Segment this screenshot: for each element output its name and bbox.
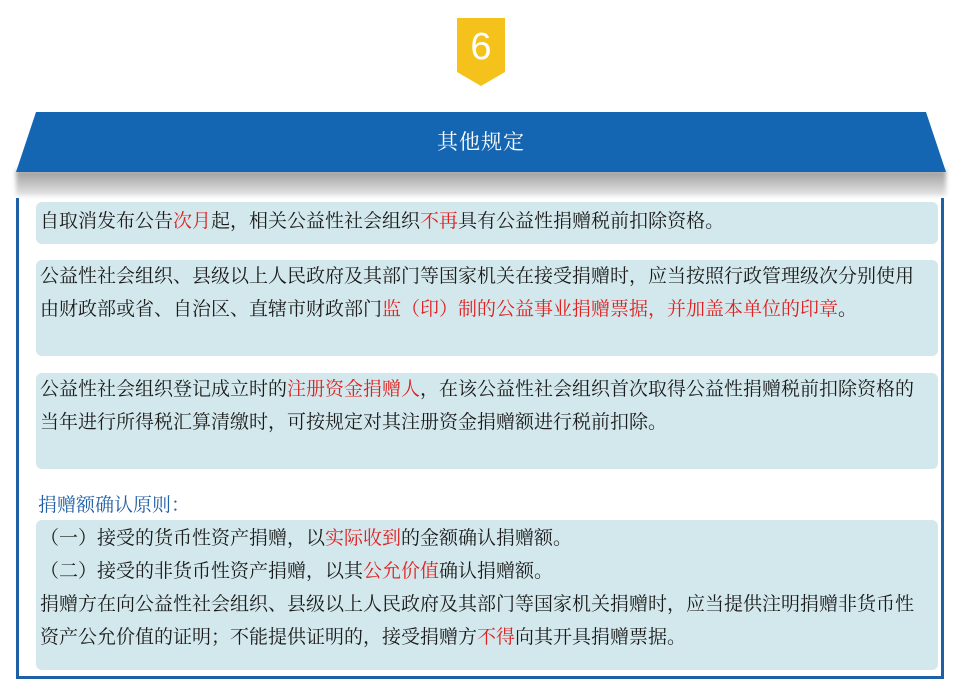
text: 自取消发布公告 <box>40 210 174 232</box>
rule-card-3 <box>36 373 938 469</box>
text: 。 <box>838 298 858 320</box>
principle-line-1 <box>40 522 930 555</box>
section-title: 其他规定 <box>437 130 525 154</box>
rule-card-4 <box>36 520 938 670</box>
text: 向其开具捐赠票据。 <box>515 626 687 648</box>
highlight-text: 实际收到 <box>325 527 402 549</box>
text: 公益性社会组织登记成立时的 <box>40 378 288 400</box>
text: 公益性社会组织、县级以上人民政府及其部门等国家机关在接受捐赠时，应当按照行政管理级次分别使用由财政部或省、自治区、直辖市财政部门 <box>40 265 915 320</box>
highlight-text: 不再 <box>420 210 459 232</box>
section-banner <box>16 112 946 172</box>
highlight-text: 监（印）制的公益事业捐赠票据，并加盖本单位的印章 <box>382 298 839 320</box>
text: 具有公益性捐赠税前扣除资格。 <box>458 210 725 232</box>
principle-line-3 <box>40 588 930 654</box>
text: 捐赠方在向公益性社会组织、县级以上人民政府及其部门等国家机关捐赠时，应当提供注明捐赠非货币性资产公允价值的证明；不能提供证明的，接受捐赠方 <box>40 593 915 648</box>
text: ，在该公益性社会组织首次取得公益性捐赠税前扣除资格的当年进行所得税汇算清缴时，可按规定对其注册资金捐赠额进行税前扣除。 <box>40 378 915 433</box>
section-number: 6 <box>470 26 492 68</box>
principle-line-2 <box>40 555 930 588</box>
highlight-text: 注册资金捐赠人 <box>287 378 421 400</box>
highlight-text: 不得 <box>477 626 516 648</box>
text: 起，相关公益性社会组织 <box>211 210 421 232</box>
section-number-badge <box>457 18 505 86</box>
text: 确认捐赠额。 <box>439 560 554 582</box>
highlight-text: 公允价值 <box>363 560 440 582</box>
rule-card-1 <box>36 202 938 244</box>
text: （一）接受的货币性资产捐赠，以 <box>40 527 326 549</box>
text: （二）接受的非货币性资产捐赠，以其 <box>40 560 364 582</box>
principle-title: 捐赠额确认原则： <box>38 494 191 516</box>
banner-shadow <box>16 170 946 196</box>
text: 的金额确认捐赠额。 <box>401 527 573 549</box>
rule-card-2 <box>36 260 938 356</box>
highlight-text: 次月 <box>173 210 212 232</box>
